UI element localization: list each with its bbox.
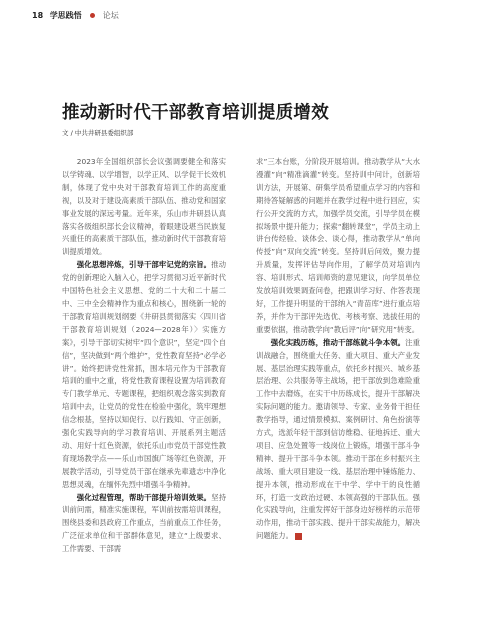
- paragraph-heading: 强化过程管理，帮助干部提升培训效果。: [76, 492, 212, 502]
- paragraph-intro: 2023年全国组织部长会议强调要健全和落实以学铸魂、以学增智，以学正风、以学促干长效机制，体现了党中央对干部教育培训工作的高度重视，以及对于建设高素质干部队伍、推动党和国家事业发展的深远考量。近年来，乐山市井研县认真落实各级组织部长会议精神，着眼建设堪当民族复兴重任的高素质干部队伍，推动新时代干部教育培训提质增效。: [62, 157, 226, 257]
- text-column-left: [62, 156, 226, 556]
- text-column-right: [256, 156, 420, 543]
- paragraph-body: 坚持训前问需，精准实施课程，军训前按需培训课程，围绕县委和县政府工作重点，当前重点工作任务，广泛征求单位和干部群体意见，建立“上级要求、工作需要、干部需: [62, 492, 226, 554]
- end-mark-icon: [295, 533, 302, 540]
- bullet-dot-icon: [90, 13, 95, 18]
- paragraph-heading: 强化实践历练，推动干部练就斗争本领。: [270, 337, 406, 347]
- magazine-name: 学思践悟: [49, 11, 82, 20]
- paragraph-body: 推动党的创新理论入脑入心，把学习贯彻习近平新时代中国特色社会主义思想、党的二十大和二十届二中、三中全会精神作为重点和核心，围绕新一轮的干部教育培训规划纲要《井研县贯彻落实〈四川省干部教育培训规划（2024—2028年）〉实施方案》，引导干部切实树牢“四个意识”，坚定“四个自信”，坚决做到“两个维护”，党性教育坚持“必学必讲”。始终把讲党性常抓，围本培元作为干部教育培训的重中之重，将党性教育课程设置为培训教育专门教学单元、专题课程，把组织观念落实到教育培训中去，让党员的党性在检验中强化，筑牢理想信念根基，坚持以知促行、以行践知、守正创新，强化实践导向的学习教育培训、开展系列主题活动、用好十红色资源，依托乐山市党员干部党性教育现场教学点——乐山市国旗广场等红色资源，开展教学活动，引导党员干部在继承先辈遗志中净化思想灵魂，在缅怀先烈中增强斗争精神。: [62, 260, 226, 489]
- paragraph-practice: [256, 337, 420, 544]
- paragraph-heading: 强化思想淬炼，引导干部牢记党的宗旨。: [76, 260, 212, 270]
- section-name: 论坛: [102, 11, 119, 20]
- article-title: 推动新时代干部教育培训提质增效: [62, 103, 329, 123]
- paragraph-body: 注重训战融合，围绕重大任务、重大项目、重大产业发展、基层治理实践等重点，依托乡村振兴、城乡基层治理、公共服务等主战场，把干部放到急难险重工作中去磨炼，在实干中历练成长，提升干部解决实际问题的能力。邀请领导、专家、业务骨干担任教学指导，通过情景模拟、案例研讨、角色扮演等方式，选派年轻干部到信访维稳、征地拆迁、重大项目、应急处置等一线岗位上锻炼，增强干部斗争精神、提升干部斗争本领。推动干部在乡村振兴主战场、重大项目建设一线、基层治理中锤炼能力、提升本领，推动形成在干中学、学中干的良性循环，打造一支政治过硬、本领高强的干部队伍。强化实践导向，注重发挥好干部身边好榜样的示范带动作用，推动干部实践、提升干部实战能力，解决问题能力。: [256, 337, 420, 541]
- paragraph-process: [62, 492, 226, 557]
- page-number: 18: [32, 11, 44, 20]
- running-header: [32, 11, 119, 21]
- paragraph-thought: [62, 259, 226, 491]
- article-author: 文 / 中共井研县委组织部: [62, 129, 134, 137]
- paragraph-continued: 求”三本台账，分阶段开展培训。推动教学从“大水漫灌”向“精准滴灌”转变。坚持训中问计，创新培训方法，开展第、研集学员希望重点学习的内容和期待答疑解惑的问题并在教学过程中进行回应，实行公开交流的方式，加强学员交流，引导学员在模拟场景中提升能力；探索“翻转课堂”，学员主动上讲台传经验、谈体会、谈心得，推动教学从“单向传授”向“双向交流”转变。坚持训后问效，聚力提升质量，发挥评估导向作用，了解学员对培训内容、培训形式、培训师资的意见建议，向学员单位发放培训效果调查问卷，把跟训学习好、作答表现好，工作提升明显的干部纳入“青苗库”进行重点培养，并作为干部评先选优、考核考察、选拔任用的重要依据，推动教学向“教后评”向“研究用”转变。: [256, 157, 420, 334]
